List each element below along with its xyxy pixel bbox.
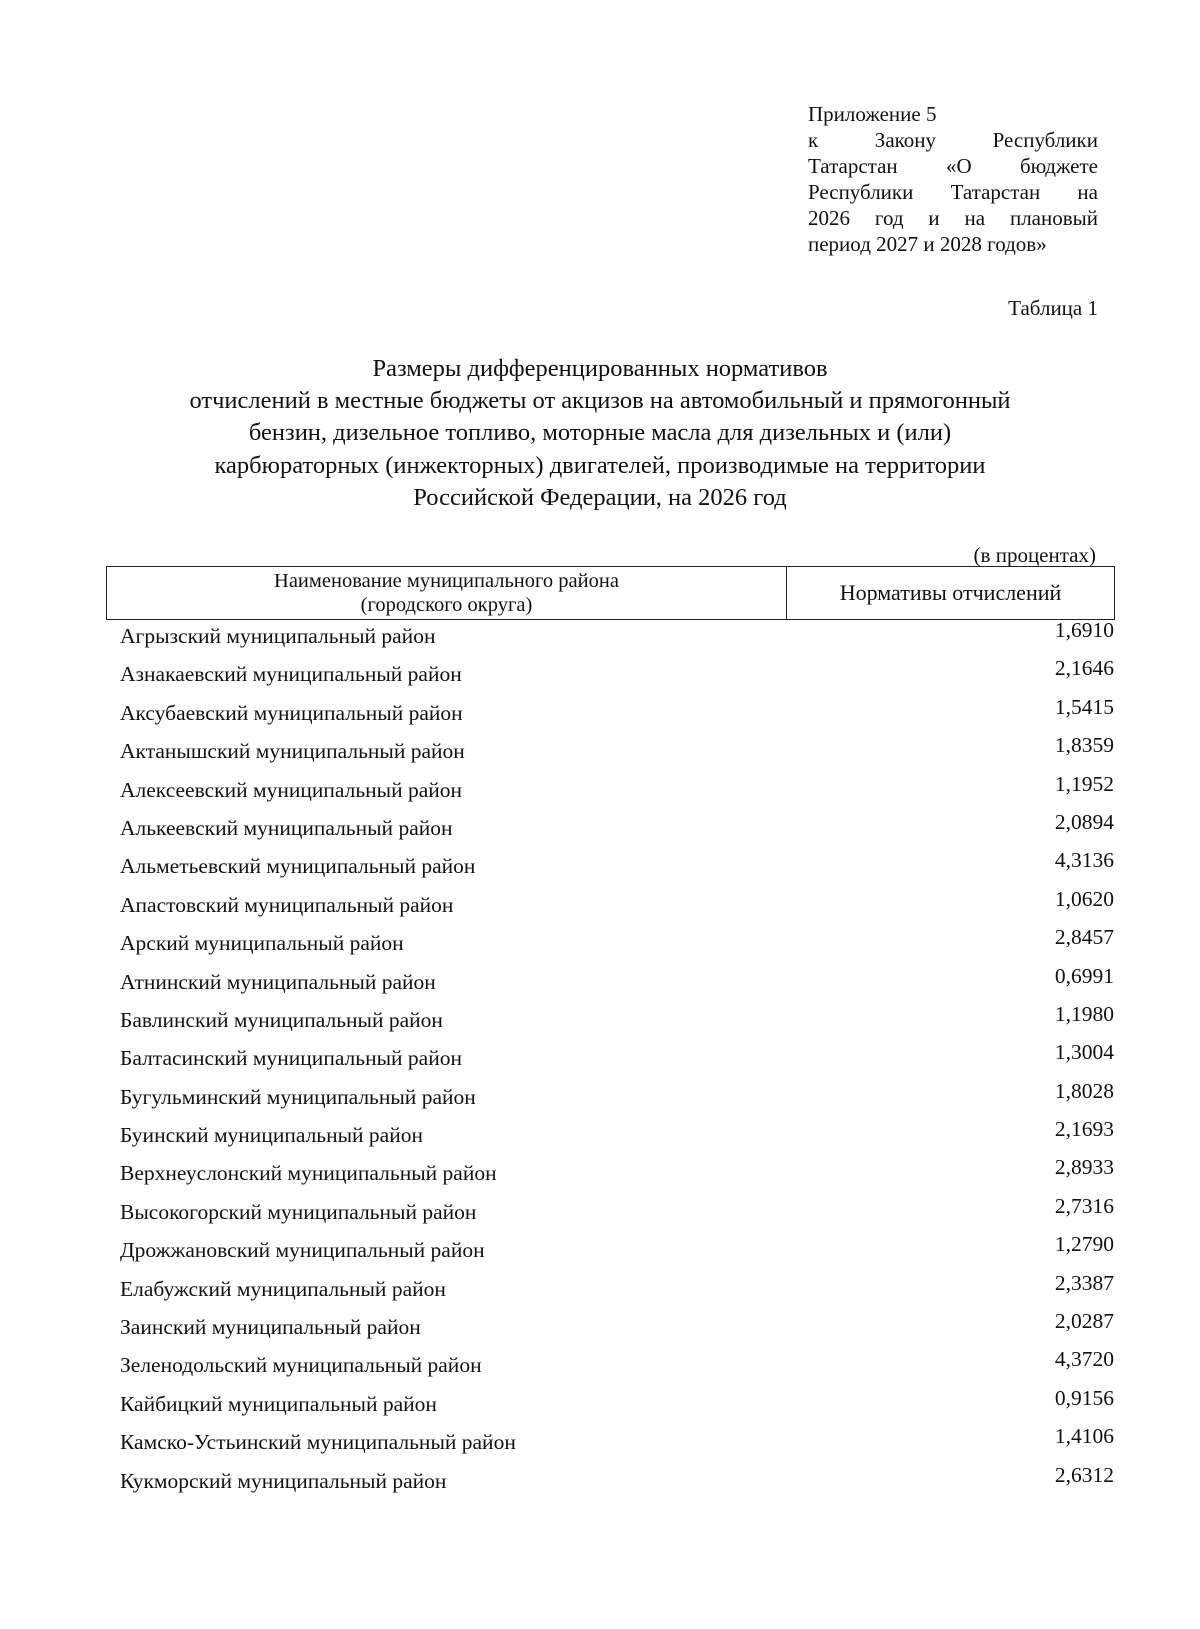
norm-value: 4,3136 xyxy=(1054,848,1114,873)
norm-value: 1,3004 xyxy=(1054,1040,1114,1065)
table-row xyxy=(120,1192,1114,1230)
district-name: Альметьевский муниципальный район xyxy=(120,854,476,879)
district-name: Камско-Устьинский муниципальный район xyxy=(120,1430,516,1455)
table-row xyxy=(120,693,1114,731)
table-row xyxy=(120,923,1114,961)
table-row xyxy=(120,1000,1114,1038)
district-name: Зеленодольский муниципальный район xyxy=(120,1353,482,1378)
header-district-line: (городского округа) xyxy=(360,594,533,616)
title-line: бензин, дизельное топливо, моторные масла для дизельных и (или) xyxy=(248,419,952,447)
table-row xyxy=(120,1269,1114,1307)
appendix-line: Приложение 5 xyxy=(808,102,937,126)
table-row xyxy=(120,1461,1114,1499)
district-name: Атнинский муниципальный район xyxy=(120,969,436,994)
table-row xyxy=(120,654,1114,692)
table-row xyxy=(120,1153,1114,1191)
norm-value: 2,0894 xyxy=(1054,809,1114,834)
norm-value: 1,8028 xyxy=(1054,1078,1114,1103)
district-name: Кайбицкий муниципальный район xyxy=(120,1391,437,1416)
table-row xyxy=(120,770,1114,808)
header-norms: Нормативы отчислений xyxy=(839,580,1062,605)
district-name: Алькеевский муниципальный район xyxy=(120,815,453,840)
table-row xyxy=(120,1422,1114,1460)
district-name: Заинский муниципальный район xyxy=(120,1315,421,1340)
norm-value: 0,6991 xyxy=(1054,963,1114,988)
norm-value: 2,8933 xyxy=(1054,1155,1114,1180)
district-name: Кукморский муниципальный район xyxy=(120,1468,447,1493)
table-row xyxy=(120,616,1114,654)
district-name: Высокогорский муниципальный район xyxy=(120,1199,477,1224)
table-row xyxy=(120,1384,1114,1422)
district-name: Бугульминский муниципальный район xyxy=(120,1084,476,1109)
header-district-name xyxy=(107,567,787,619)
table-row xyxy=(120,1307,1114,1345)
table-row xyxy=(120,1345,1114,1383)
district-name: Бавлинский муниципальный район xyxy=(120,1007,443,1032)
table-label: Таблица 1 xyxy=(1008,296,1098,320)
norm-value: 1,5415 xyxy=(1054,694,1114,719)
document-title xyxy=(100,353,1100,514)
district-name: Верхнеуслонский муниципальный район xyxy=(120,1161,497,1186)
appendix-line: к Закону Республики xyxy=(808,128,1098,152)
appendix-line: Татарстан «О бюджете xyxy=(808,154,1098,178)
title-line: Размеры дифференцированных нормативов xyxy=(372,355,828,382)
norm-value: 1,6910 xyxy=(1054,618,1114,642)
district-name: Алексеевский муниципальный район xyxy=(120,777,463,802)
table-row xyxy=(120,1230,1114,1268)
district-name: Агрызский муниципальный район xyxy=(120,624,436,648)
norm-value: 2,0287 xyxy=(1054,1309,1114,1334)
district-name: Актанышский муниципальный район xyxy=(120,739,465,764)
district-name: Дрожжановский муниципальный район xyxy=(120,1238,485,1263)
district-name: Апастовский муниципальный район xyxy=(120,892,454,917)
district-name: Азнакаевский муниципальный район xyxy=(120,662,462,687)
table-row xyxy=(120,846,1114,884)
appendix-line: Республики Татарстан на xyxy=(808,180,1098,204)
table-row xyxy=(120,962,1114,1000)
norm-value: 1,0620 xyxy=(1054,886,1114,911)
norm-value: 2,3387 xyxy=(1054,1270,1114,1295)
table-row xyxy=(120,1077,1114,1115)
table-row xyxy=(120,885,1114,923)
unit-note: (в процентах) xyxy=(973,543,1096,567)
table-body xyxy=(120,616,1114,1499)
norm-value: 2,1646 xyxy=(1054,656,1114,681)
appendix-block xyxy=(808,101,1098,257)
appendix-line: период 2027 и 2028 годов» xyxy=(808,232,1047,256)
header-district-line: Наименование муниципального района xyxy=(274,570,619,592)
norm-value: 2,6312 xyxy=(1054,1462,1114,1487)
district-name: Арский муниципальный район xyxy=(120,931,404,956)
norm-value: 1,4106 xyxy=(1054,1424,1114,1449)
norm-value: 2,1693 xyxy=(1054,1117,1114,1142)
norm-value: 1,8359 xyxy=(1054,733,1114,758)
title-line: Российской Федерации, на 2026 год xyxy=(413,483,787,511)
district-name: Балтасинский муниципальный район xyxy=(120,1046,462,1071)
title-line: карбюраторных (инжекторных) двигателей, производимые на территории xyxy=(214,451,986,479)
norm-value: 2,7316 xyxy=(1054,1193,1114,1218)
norm-value: 4,3720 xyxy=(1054,1347,1114,1372)
norm-value: 1,2790 xyxy=(1054,1232,1114,1257)
district-name: Елабужский муниципальный район xyxy=(120,1276,446,1301)
district-name: Буинский муниципальный район xyxy=(120,1123,423,1148)
appendix-line: 2026 год и на плановый xyxy=(808,206,1098,230)
norm-value: 1,1952 xyxy=(1054,771,1114,796)
norm-value: 2,8457 xyxy=(1054,925,1114,950)
norm-value: 1,1980 xyxy=(1054,1001,1114,1026)
table-row xyxy=(120,1115,1114,1153)
table-row xyxy=(120,808,1114,846)
table-header xyxy=(106,566,1115,620)
district-name: Аксубаевский муниципальный район xyxy=(120,700,463,725)
table-row xyxy=(120,731,1114,769)
norm-value: 0,9156 xyxy=(1054,1385,1114,1410)
table-row xyxy=(120,1038,1114,1076)
title-line: отчислений в местные бюджеты от акцизов на автомобильный и прямогонный xyxy=(189,387,1011,415)
